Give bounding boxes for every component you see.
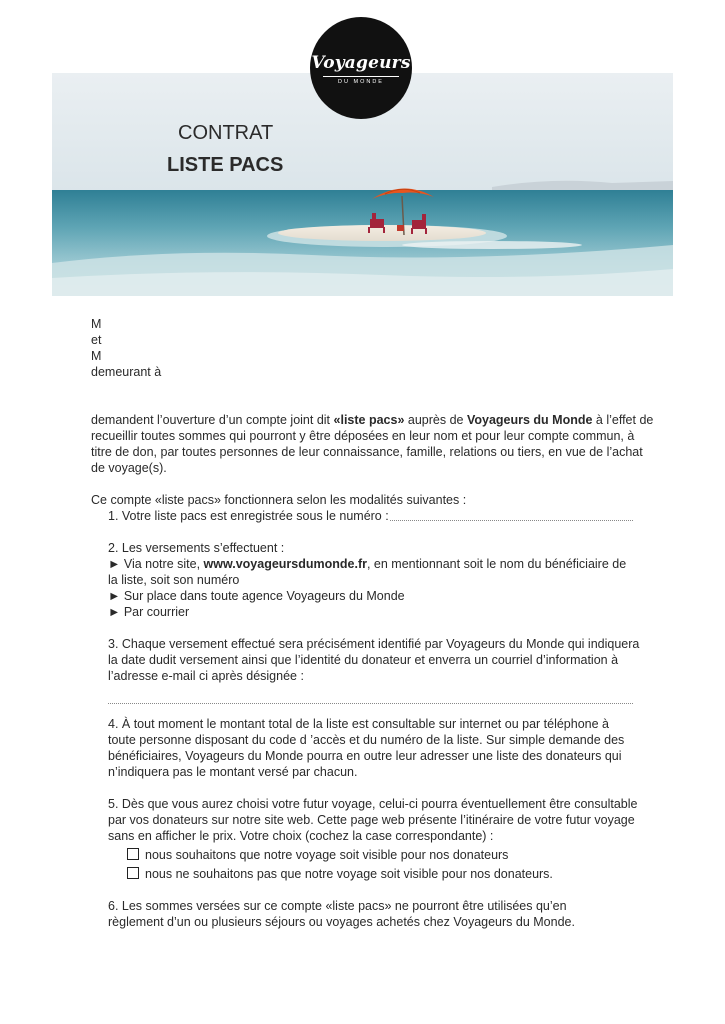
term-2-option-agency: ► Sur place dans toute agence Voyageurs du Monde <box>108 589 405 603</box>
contract-subtitle: LISTE PACS <box>167 154 284 176</box>
intro-line-4: de voyage(s). <box>91 461 167 475</box>
term-6-line-2: règlement d’un ou plusieurs séjours ou voyages achetés chez Voyageurs du Monde. <box>108 915 575 929</box>
term-3-line-1: 3. Chaque versement effectué sera précisément identifié par Voyageurs du Monde qui indiquera <box>108 637 640 651</box>
visibility-option-no[interactable] <box>127 866 553 882</box>
website-link[interactable]: www.voyageursdumonde.fr <box>203 557 367 571</box>
term-2-option-mail: ► Par courrier <box>108 605 190 619</box>
term-2-heading: 2. Les versements s’effectuent : <box>108 541 285 555</box>
terms-intro: Ce compte «liste pacs» fonctionnera selon les modalités suivantes : <box>91 493 467 507</box>
visibility-option-yes[interactable] <box>127 847 508 863</box>
party-and-label: et <box>91 333 102 347</box>
term-1: 1. Votre liste pacs est enregistrée sous le numéro : <box>108 509 389 523</box>
logo-subtitle: DU MONDE <box>338 79 384 85</box>
term-6-line-1: 6. Les sommes versées sur ce compte «liste pacs» ne pourront être utilisées qu’en <box>108 899 567 913</box>
term-2-option-web-cont: la liste, soit son numéro <box>108 573 240 587</box>
logo-brand: Voyageurs <box>311 53 411 73</box>
term-5-line-2: par vos donateurs sur notre site web. Cette page web présente l’itinéraire de votre futur voyage <box>108 813 635 827</box>
term-4-line-4: n’indiquera pas le montant versé par chacun. <box>108 765 358 779</box>
term-2-option-web: ► Via notre site, www.voyageursdumonde.fr, en mentionnant soit le nom du bénéficiaire de <box>108 557 627 571</box>
term-4-line-1: 4. À tout moment le montant total de la liste est consultable sur internet ou par téléphone à <box>108 717 609 731</box>
email-field[interactable] <box>108 703 633 704</box>
contract-title: CONTRAT <box>178 122 274 144</box>
voyageurs-logo[interactable] <box>310 17 412 119</box>
visibility-option-yes-label: nous souhaitons que notre voyage soit visible pour nos donateurs <box>145 848 509 862</box>
term-4-line-3: bénéficiaires, Voyageurs du Monde pourra en outre leur adresser une liste des donateurs qui <box>108 749 622 763</box>
party-two-label: M <box>91 349 102 363</box>
logo-rule <box>323 76 399 77</box>
intro-line-1: demandent l’ouverture d’un compte joint dit «liste pacs» auprès de Voyageurs du Monde à l’effet de <box>91 413 654 427</box>
term-3-line-2: la date dudit versement ainsi que l’identité du donateur et enverra un courriel d’information à <box>108 653 619 667</box>
checkbox-visible[interactable] <box>127 848 139 860</box>
party-one-label: M <box>91 317 102 331</box>
visibility-option-no-label: nous ne souhaitons pas que notre voyage soit visible pour nos donateurs. <box>145 867 553 881</box>
checkbox-not-visible[interactable] <box>127 867 139 879</box>
list-number-field[interactable] <box>390 520 633 521</box>
intro-line-3: titre de don, par toutes personnes de leur connaissance, famille, relations ou tiers, en vue de l’achat <box>91 445 643 459</box>
term-5-line-3: sans en afficher le prix. Votre choix (cochez la case correspondante) : <box>108 829 494 843</box>
intro-line-2: recueillir toutes sommes qui pourront y être déposées en leur nom et pour leur compte commun, à <box>91 429 635 443</box>
term-5-line-1: 5. Dès que vous aurez choisi votre futur voyage, celui-ci pourra éventuellement être consultable <box>108 797 638 811</box>
address-label: demeurant à <box>91 365 162 379</box>
term-4-line-2: toute personne disposant du code d ’accès et du numéro de la liste. Sur simple demande des <box>108 733 625 747</box>
term-3-line-3: l’adresse e-mail ci après désignée : <box>108 669 304 683</box>
